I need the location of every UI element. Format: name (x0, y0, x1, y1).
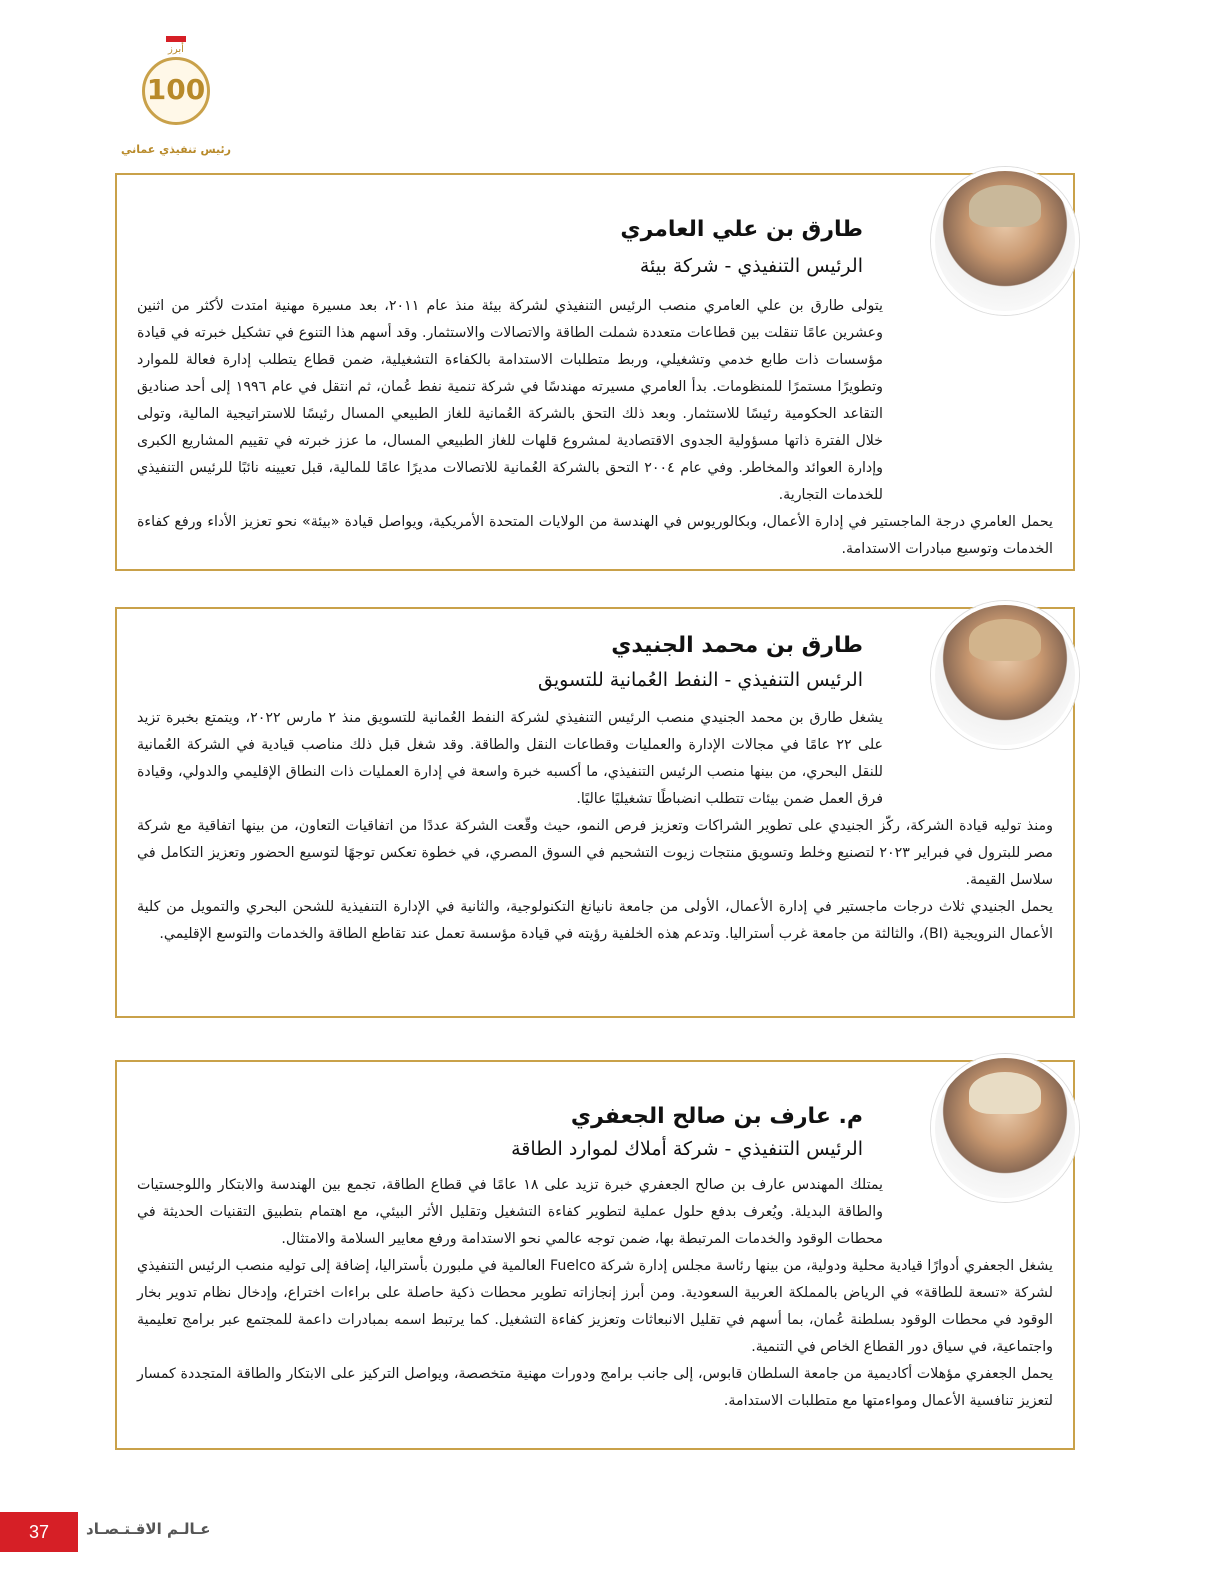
logo-caption: رئيس تنفيذي عماني (121, 143, 231, 156)
logo-top-text: أبرز (168, 44, 184, 55)
profile-title: الرئيس التنفيذي - شركة أملاك لموارد الطاقة (511, 1138, 863, 1160)
profile-title: الرئيس التنفيذي - النفط العُمانية للتسويق (538, 669, 863, 691)
turban-shape (969, 185, 1041, 227)
top-100-logo (112, 18, 240, 156)
page-footer (0, 1512, 300, 1552)
profile-name: م. عارف بن صالح الجعفري (570, 1104, 863, 1129)
profile-paragraph: يمتلك المهندس عارف بن صالح الجعفري خبرة تزيد على ١٨ عامًا في قطاع الطاقة، تجمع بين الهندسة والابتكار واللوجستيات والطاقة البديلة. ويُعرف بدفع حلول عملية لتطوير كفاءة التشغيل وتقليل الأثر البيئي، مع اهتمام بتطبيق التقنيات الحديثة في محطات الوقود والخدمات المرتبطة بها، ضمن توجه عالمي نحو الاستدامة ورفع معايير السلامة والامتثال. (137, 1177, 884, 1247)
profile-card-2 (115, 607, 1075, 1018)
turban-shape (969, 1072, 1041, 1114)
profile-name: طارق بن علي العامري (620, 217, 863, 242)
profile-body (137, 705, 1053, 948)
profile-card-1 (115, 173, 1075, 571)
profile-paragraph: يشغل طارق بن محمد الجنيدي منصب الرئيس التنفيذي لشركة النفط العُمانية للتسويق منذ ٢ مارس ٢٠٢٢، ويتمتع بخبرة تزيد على ٢٢ عامًا في مجالات الإدارة والعمليات وقطاعات النقل والطاقة. وقد شغل قبل ذلك مناصب قيادية في الشركة العُمانية للنقل البحري، من بينها منصب الرئيس التنفيذي، ما أكسبه خبرة واسعة في إدارة العمليات ذات النطاق الإقليمي والدولي، وقيادة فرق العمل ضمن بيئات تتطلب انضباطًا تشغيليًا عاليًا. (137, 710, 884, 807)
profile-paragraph: ومنذ توليه قيادة الشركة، ركّز الجنيدي على تطوير الشراكات وتعزيز فرص النمو، حيث وقّعت الشركة عددًا من اتفاقيات التعاون، من بينها اتفاقية مع شركة مصر للبترول في فبراير ٢٠٢٣ لتصنيع وخلط وتسويق منتجات زيوت التشحيم في السوق المصري، في خطوة تعكس توجهًا لتوسيع الحضور وتعزيز التكامل في سلاسل القيمة. (137, 818, 1053, 888)
logo-red-mark (166, 36, 186, 42)
magazine-name: عـالـم الاقـتـصـاد (86, 1520, 211, 1538)
turban-shape (969, 619, 1041, 661)
logo-number: 100 (142, 57, 210, 125)
profile-name: طارق بن محمد الجنيدي (611, 633, 863, 658)
profile-paragraph: يتولى طارق بن علي العامري منصب الرئيس التنفيذي لشركة بيئة منذ عام ٢٠١١، بعد مسيرة مهنية امتدت لأكثر من اثنين وعشرين عامًا تنقلت بين قطاعات متعددة شملت الطاقة والاتصالات والاستثمار. وقد أسهم هذا التنوع في تشكيل خبرته في قيادة مؤسسات ذات طابع خدمي وتشغيلي، وربط متطلبات الاستدامة بالكفاءة التشغيلية، ضمن قطاع يتطلب إدارة فعالة للموارد وتطويرًا مستمرًا للمنظومات. بدأ العامري مسيرته مهندسًا في شركة تنمية نفط عُمان، ثم انتقل في عام ١٩٩٦ إلى أحد صناديق التقاعد الحكومية رئيسًا للاستثمار. وبعد ذلك التحق بالشركة العُمانية للغاز الطبيعي المسال رئيسًا للاستراتيجية المالية، وتولى خلال الفترة ذاتها مسؤولية الجدوى الاقتصادية لمشروع قلهات للغاز الطبيعي المسال، ما عزز خبرته في تقييم المشاريع الكبرى وإدارة العوائد والمخاطر. وفي عام ٢٠٠٤ التحق بالشركة العُمانية للاتصالات مديرًا عامًا للمالية، قبل تعيينه نائبًا للرئيس التنفيذي للخدمات التجارية. (137, 298, 884, 503)
profile-card-3 (115, 1060, 1075, 1450)
profile-body (137, 1172, 1053, 1415)
profile-paragraph: يحمل الجعفري مؤهلات أكاديمية من جامعة السلطان قابوس، إلى جانب برامج ودورات مهنية متخصصة، ويواصل التركيز على الابتكار والطاقة المتجددة كمسار لتعزيز تنافسية الأعمال ومواءمتها مع متطلبات الاستدامة. (137, 1366, 1053, 1409)
profile-paragraph: يحمل العامري درجة الماجستير في إدارة الأعمال، وبكالوريوس في الهندسة من الولايات المتحدة الأمريكية، ويواصل قيادة «بيئة» نحو تعزيز الأداء ورفع كفاءة الخدمات وتوسيع مبادرات الاستدامة. (137, 514, 1053, 557)
profile-title: الرئيس التنفيذي - شركة بيئة (639, 255, 863, 277)
profile-paragraph: يحمل الجنيدي ثلاث درجات ماجستير في إدارة الأعمال، الأولى من جامعة نانيانغ التكنولوجية، والثانية في الإدارة التنفيذية للشحن البحري والتمويل من كلية الأعمال النرويجية (BI)، والثالثة من جامعة غرب أستراليا. وتدعم هذه الخلفية رؤيته في قيادة مؤسسة تعمل عند تقاطع الطاقة والخدمات والتوسع الإقليمي. (137, 899, 1053, 942)
page-number: 37 (0, 1512, 78, 1552)
profile-paragraph: يشغل الجعفري أدوارًا قيادية محلية ودولية، من بينها رئاسة مجلس إدارة شركة Fuelco العالمية في ملبورن بأستراليا، إضافة إلى توليه منصب الرئيس التنفيذي لشركة «تسعة للطاقة» في الرياض بالمملكة العربية السعودية. ومن أبرز إنجازاته تطوير محطات ذكية حاصلة على براءات اختراع، وإدخال نظام تدوير بخار الوقود في محطات الوقود بسلطنة عُمان، بما أسهم في تقليل الانبعاثات وتعزيز كفاءة التشغيل. كما يرتبط اسمه بمبادرات داعمة للمجتمع عبر برامج تعليمية واجتماعية، في سياق دور القطاع الخاص في التنمية. (137, 1258, 1053, 1355)
profile-body (137, 293, 1053, 563)
